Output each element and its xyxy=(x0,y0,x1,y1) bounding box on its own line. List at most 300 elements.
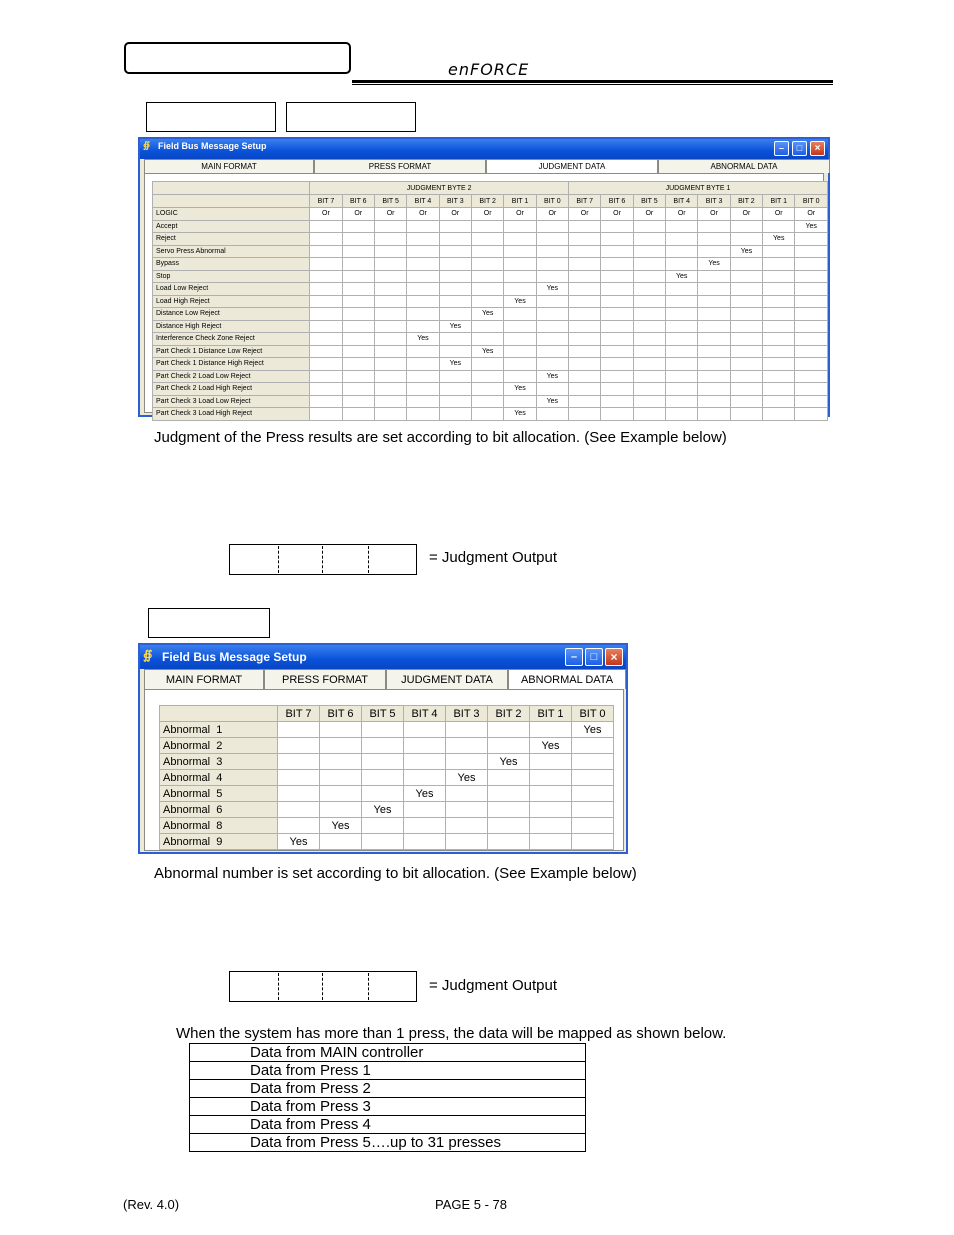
table-cell[interactable] xyxy=(730,320,762,333)
table-cell[interactable] xyxy=(471,383,503,396)
table-cell[interactable] xyxy=(504,370,536,383)
table-cell[interactable] xyxy=(439,270,471,283)
table-cell[interactable]: Or xyxy=(536,208,568,221)
table-cell[interactable] xyxy=(407,308,439,321)
table-cell[interactable] xyxy=(633,308,665,321)
table-cell[interactable] xyxy=(601,408,633,421)
table-cell[interactable] xyxy=(569,333,601,346)
table-cell[interactable] xyxy=(601,258,633,271)
table-cell[interactable] xyxy=(795,233,828,246)
table-cell[interactable] xyxy=(601,283,633,296)
table-cell[interactable] xyxy=(730,233,762,246)
table-cell[interactable] xyxy=(572,786,614,802)
table-cell[interactable] xyxy=(488,818,530,834)
table-cell[interactable] xyxy=(404,802,446,818)
table-cell[interactable] xyxy=(569,408,601,421)
table-cell[interactable] xyxy=(569,295,601,308)
table-cell[interactable] xyxy=(439,408,471,421)
table-cell[interactable] xyxy=(504,333,536,346)
table-cell[interactable] xyxy=(374,408,406,421)
table-cell[interactable] xyxy=(342,358,374,371)
table-cell[interactable] xyxy=(601,383,633,396)
table-cell[interactable]: Yes xyxy=(536,283,568,296)
table-cell[interactable] xyxy=(763,320,795,333)
table-cell[interactable] xyxy=(310,370,342,383)
table-cell[interactable] xyxy=(407,283,439,296)
tab-judgment-data[interactable]: JUDGMENT DATA xyxy=(386,669,508,689)
table-cell[interactable] xyxy=(404,738,446,754)
table-cell[interactable]: Or xyxy=(310,208,342,221)
tab-abnormal-data[interactable]: ABNORMAL DATA xyxy=(508,669,626,689)
table-cell[interactable] xyxy=(439,258,471,271)
table-cell[interactable] xyxy=(763,395,795,408)
table-cell[interactable] xyxy=(698,308,730,321)
table-cell[interactable] xyxy=(374,283,406,296)
table-cell[interactable] xyxy=(320,754,362,770)
table-cell[interactable] xyxy=(374,395,406,408)
table-cell[interactable] xyxy=(633,283,665,296)
table-cell[interactable] xyxy=(730,333,762,346)
table-cell[interactable] xyxy=(730,258,762,271)
table-cell[interactable] xyxy=(763,258,795,271)
table-cell[interactable] xyxy=(536,308,568,321)
table-cell[interactable] xyxy=(439,295,471,308)
table-cell[interactable] xyxy=(569,370,601,383)
table-cell[interactable]: Yes xyxy=(504,408,536,421)
table-cell[interactable] xyxy=(471,233,503,246)
table-cell[interactable] xyxy=(362,786,404,802)
table-cell[interactable] xyxy=(633,220,665,233)
table-cell[interactable] xyxy=(471,408,503,421)
table-cell[interactable] xyxy=(530,834,572,850)
table-cell[interactable] xyxy=(572,818,614,834)
table-cell[interactable] xyxy=(310,283,342,296)
table-cell[interactable] xyxy=(471,220,503,233)
table-cell[interactable] xyxy=(666,283,698,296)
table-cell[interactable] xyxy=(504,320,536,333)
table-cell[interactable] xyxy=(342,220,374,233)
table-cell[interactable] xyxy=(730,270,762,283)
table-cell[interactable] xyxy=(730,395,762,408)
table-cell[interactable] xyxy=(569,233,601,246)
table-cell[interactable] xyxy=(310,295,342,308)
table-cell[interactable] xyxy=(633,270,665,283)
table-cell[interactable] xyxy=(320,786,362,802)
table-cell[interactable] xyxy=(536,233,568,246)
table-cell[interactable] xyxy=(374,308,406,321)
table-cell[interactable] xyxy=(446,818,488,834)
table-cell[interactable]: Or xyxy=(342,208,374,221)
table-cell[interactable] xyxy=(439,245,471,258)
table-cell[interactable] xyxy=(795,295,828,308)
minimize-button[interactable]: – xyxy=(774,141,789,156)
table-cell[interactable] xyxy=(407,345,439,358)
table-cell[interactable] xyxy=(504,233,536,246)
table-cell[interactable] xyxy=(439,308,471,321)
table-cell[interactable] xyxy=(633,383,665,396)
table-cell[interactable]: Or xyxy=(374,208,406,221)
table-cell[interactable] xyxy=(666,245,698,258)
table-cell[interactable] xyxy=(698,320,730,333)
table-cell[interactable] xyxy=(439,370,471,383)
table-cell[interactable] xyxy=(572,770,614,786)
table-cell[interactable] xyxy=(763,383,795,396)
table-cell[interactable] xyxy=(310,395,342,408)
table-cell[interactable] xyxy=(404,818,446,834)
table-cell[interactable] xyxy=(374,220,406,233)
table-cell[interactable] xyxy=(572,754,614,770)
table-cell[interactable] xyxy=(471,395,503,408)
table-cell[interactable] xyxy=(471,295,503,308)
table-cell[interactable]: Or xyxy=(795,208,828,221)
table-cell[interactable]: Or xyxy=(633,208,665,221)
table-cell[interactable] xyxy=(446,738,488,754)
table-cell[interactable] xyxy=(310,383,342,396)
table-cell[interactable] xyxy=(320,738,362,754)
table-cell[interactable] xyxy=(569,245,601,258)
table-cell[interactable] xyxy=(310,270,342,283)
table-cell[interactable] xyxy=(504,308,536,321)
table-cell[interactable] xyxy=(407,270,439,283)
close-button[interactable]: × xyxy=(810,141,825,156)
table-cell[interactable] xyxy=(488,738,530,754)
table-cell[interactable] xyxy=(342,283,374,296)
table-cell[interactable] xyxy=(407,370,439,383)
table-cell[interactable] xyxy=(536,320,568,333)
table-cell[interactable] xyxy=(633,295,665,308)
table-cell[interactable] xyxy=(666,383,698,396)
table-cell[interactable] xyxy=(342,370,374,383)
table-cell[interactable] xyxy=(530,770,572,786)
table-cell[interactable] xyxy=(666,295,698,308)
table-cell[interactable] xyxy=(601,358,633,371)
table-cell[interactable]: Or xyxy=(730,208,762,221)
table-cell[interactable]: Yes xyxy=(730,245,762,258)
table-cell[interactable]: Or xyxy=(763,208,795,221)
table-cell[interactable] xyxy=(795,270,828,283)
table-cell[interactable] xyxy=(471,333,503,346)
table-cell[interactable] xyxy=(320,722,362,738)
table-cell[interactable]: Or xyxy=(439,208,471,221)
tab-abnormal-data[interactable]: ABNORMAL DATA xyxy=(658,159,830,173)
table-cell[interactable]: Yes xyxy=(446,770,488,786)
table-cell[interactable]: Or xyxy=(666,208,698,221)
table-cell[interactable] xyxy=(310,345,342,358)
table-cell[interactable] xyxy=(374,383,406,396)
table-cell[interactable] xyxy=(795,320,828,333)
table-cell[interactable] xyxy=(795,283,828,296)
table-cell[interactable] xyxy=(446,834,488,850)
table-cell[interactable] xyxy=(310,320,342,333)
table-cell[interactable] xyxy=(698,383,730,396)
table-cell[interactable] xyxy=(278,802,320,818)
table-cell[interactable] xyxy=(795,395,828,408)
table-cell[interactable]: Or xyxy=(471,208,503,221)
table-cell[interactable]: Yes xyxy=(530,738,572,754)
table-cell[interactable] xyxy=(342,345,374,358)
table-cell[interactable] xyxy=(374,333,406,346)
table-cell[interactable] xyxy=(666,308,698,321)
table-cell[interactable]: Or xyxy=(698,208,730,221)
table-cell[interactable] xyxy=(536,333,568,346)
table-cell[interactable] xyxy=(601,245,633,258)
table-cell[interactable] xyxy=(504,358,536,371)
table-cell[interactable] xyxy=(730,295,762,308)
table-cell[interactable]: Yes xyxy=(572,722,614,738)
table-cell[interactable] xyxy=(572,834,614,850)
table-cell[interactable] xyxy=(763,345,795,358)
table-cell[interactable] xyxy=(698,345,730,358)
table-cell[interactable] xyxy=(536,408,568,421)
table-cell[interactable] xyxy=(666,395,698,408)
table-cell[interactable] xyxy=(698,408,730,421)
table-cell[interactable] xyxy=(569,220,601,233)
table-cell[interactable] xyxy=(278,770,320,786)
table-cell[interactable] xyxy=(698,370,730,383)
table-cell[interactable] xyxy=(666,370,698,383)
table-cell[interactable] xyxy=(471,370,503,383)
table-cell[interactable] xyxy=(439,333,471,346)
table-cell[interactable] xyxy=(763,308,795,321)
table-cell[interactable] xyxy=(278,738,320,754)
table-cell[interactable] xyxy=(601,333,633,346)
table-cell[interactable] xyxy=(310,333,342,346)
table-cell[interactable]: Yes xyxy=(763,233,795,246)
table-cell[interactable] xyxy=(763,283,795,296)
table-cell[interactable]: Yes xyxy=(504,383,536,396)
table-cell[interactable] xyxy=(310,358,342,371)
table-cell[interactable] xyxy=(536,345,568,358)
table-cell[interactable] xyxy=(407,408,439,421)
table-cell[interactable] xyxy=(633,333,665,346)
table-cell[interactable] xyxy=(633,408,665,421)
table-cell[interactable] xyxy=(763,245,795,258)
table-cell[interactable] xyxy=(795,333,828,346)
table-cell[interactable] xyxy=(601,233,633,246)
table-cell[interactable] xyxy=(698,395,730,408)
table-cell[interactable] xyxy=(530,818,572,834)
table-cell[interactable] xyxy=(569,258,601,271)
table-cell[interactable] xyxy=(601,270,633,283)
table-cell[interactable] xyxy=(320,802,362,818)
table-cell[interactable] xyxy=(572,738,614,754)
table-cell[interactable] xyxy=(569,383,601,396)
table-cell[interactable] xyxy=(374,295,406,308)
tab-main-format[interactable]: MAIN FORMAT xyxy=(144,159,314,173)
table-cell[interactable]: Yes xyxy=(278,834,320,850)
table-cell[interactable] xyxy=(504,258,536,271)
table-cell[interactable] xyxy=(569,283,601,296)
table-cell[interactable] xyxy=(763,333,795,346)
table-cell[interactable] xyxy=(569,270,601,283)
table-cell[interactable] xyxy=(536,258,568,271)
table-cell[interactable] xyxy=(730,308,762,321)
table-cell[interactable] xyxy=(698,333,730,346)
table-cell[interactable] xyxy=(342,408,374,421)
table-cell[interactable] xyxy=(310,233,342,246)
table-cell[interactable] xyxy=(488,802,530,818)
table-cell[interactable] xyxy=(569,358,601,371)
table-cell[interactable]: Or xyxy=(407,208,439,221)
table-cell[interactable] xyxy=(374,358,406,371)
tab-judgment-data[interactable]: JUDGMENT DATA xyxy=(486,159,658,173)
table-cell[interactable] xyxy=(530,754,572,770)
table-cell[interactable] xyxy=(362,770,404,786)
table-cell[interactable] xyxy=(536,358,568,371)
table-cell[interactable] xyxy=(374,258,406,271)
table-cell[interactable] xyxy=(666,258,698,271)
table-cell[interactable]: Yes xyxy=(536,370,568,383)
table-cell[interactable] xyxy=(374,370,406,383)
table-cell[interactable] xyxy=(342,383,374,396)
table-cell[interactable] xyxy=(763,358,795,371)
maximize-button[interactable]: □ xyxy=(585,648,603,666)
table-cell[interactable] xyxy=(439,283,471,296)
table-cell[interactable] xyxy=(666,333,698,346)
table-cell[interactable] xyxy=(407,383,439,396)
table-cell[interactable] xyxy=(698,358,730,371)
table-cell[interactable] xyxy=(488,834,530,850)
table-cell[interactable] xyxy=(310,308,342,321)
table-cell[interactable] xyxy=(407,295,439,308)
table-cell[interactable] xyxy=(471,258,503,271)
table-cell[interactable] xyxy=(439,345,471,358)
close-button[interactable]: × xyxy=(605,648,623,666)
table-cell[interactable] xyxy=(374,320,406,333)
table-cell[interactable] xyxy=(795,245,828,258)
table-cell[interactable] xyxy=(488,722,530,738)
table-cell[interactable] xyxy=(362,834,404,850)
table-cell[interactable] xyxy=(666,233,698,246)
table-cell[interactable] xyxy=(763,295,795,308)
table-cell[interactable] xyxy=(504,395,536,408)
table-cell[interactable]: Yes xyxy=(795,220,828,233)
table-cell[interactable] xyxy=(278,754,320,770)
table-cell[interactable] xyxy=(446,802,488,818)
table-cell[interactable] xyxy=(601,370,633,383)
maximize-button[interactable]: □ xyxy=(792,141,807,156)
table-cell[interactable] xyxy=(362,754,404,770)
table-cell[interactable] xyxy=(666,345,698,358)
table-cell[interactable] xyxy=(601,395,633,408)
table-cell[interactable] xyxy=(569,308,601,321)
table-cell[interactable] xyxy=(730,408,762,421)
table-cell[interactable]: Or xyxy=(504,208,536,221)
table-cell[interactable] xyxy=(374,233,406,246)
table-cell[interactable] xyxy=(471,270,503,283)
table-cell[interactable] xyxy=(407,258,439,271)
table-cell[interactable] xyxy=(342,258,374,271)
table-cell[interactable] xyxy=(278,722,320,738)
table-cell[interactable] xyxy=(504,220,536,233)
table-cell[interactable] xyxy=(407,320,439,333)
table-cell[interactable] xyxy=(601,320,633,333)
table-cell[interactable] xyxy=(407,245,439,258)
table-cell[interactable] xyxy=(633,233,665,246)
table-cell[interactable] xyxy=(310,245,342,258)
table-cell[interactable] xyxy=(439,395,471,408)
table-cell[interactable] xyxy=(763,220,795,233)
table-cell[interactable] xyxy=(536,295,568,308)
table-cell[interactable] xyxy=(446,722,488,738)
table-cell[interactable] xyxy=(763,270,795,283)
table-cell[interactable] xyxy=(342,308,374,321)
table-cell[interactable] xyxy=(504,345,536,358)
table-cell[interactable] xyxy=(342,320,374,333)
table-cell[interactable] xyxy=(601,308,633,321)
table-cell[interactable] xyxy=(320,770,362,786)
table-cell[interactable] xyxy=(504,270,536,283)
table-cell[interactable] xyxy=(795,383,828,396)
table-cell[interactable] xyxy=(530,722,572,738)
tab-main-format[interactable]: MAIN FORMAT xyxy=(144,669,264,689)
table-cell[interactable] xyxy=(362,722,404,738)
table-cell[interactable] xyxy=(601,345,633,358)
table-cell[interactable] xyxy=(439,383,471,396)
tab-press-format[interactable]: PRESS FORMAT xyxy=(264,669,386,689)
table-cell[interactable] xyxy=(439,233,471,246)
table-cell[interactable] xyxy=(404,770,446,786)
table-cell[interactable] xyxy=(471,245,503,258)
table-cell[interactable]: Yes xyxy=(407,333,439,346)
table-cell[interactable] xyxy=(530,802,572,818)
table-cell[interactable] xyxy=(795,408,828,421)
table-cell[interactable] xyxy=(407,395,439,408)
table-cell[interactable]: Yes xyxy=(536,395,568,408)
table-cell[interactable] xyxy=(698,220,730,233)
table-cell[interactable] xyxy=(320,834,362,850)
table-cell[interactable] xyxy=(795,370,828,383)
table-cell[interactable] xyxy=(404,722,446,738)
table-cell[interactable] xyxy=(698,270,730,283)
table-cell[interactable] xyxy=(342,233,374,246)
table-cell[interactable] xyxy=(310,408,342,421)
table-cell[interactable] xyxy=(795,258,828,271)
table-cell[interactable] xyxy=(362,738,404,754)
table-cell[interactable] xyxy=(404,754,446,770)
table-cell[interactable] xyxy=(342,295,374,308)
table-cell[interactable] xyxy=(504,283,536,296)
table-cell[interactable] xyxy=(530,786,572,802)
table-cell[interactable]: Yes xyxy=(666,270,698,283)
table-cell[interactable]: Yes xyxy=(320,818,362,834)
table-cell[interactable] xyxy=(763,370,795,383)
table-cell[interactable] xyxy=(374,345,406,358)
table-cell[interactable]: Yes xyxy=(471,345,503,358)
table-cell[interactable] xyxy=(407,233,439,246)
table-cell[interactable] xyxy=(310,258,342,271)
table-cell[interactable]: Yes xyxy=(698,258,730,271)
table-cell[interactable]: Yes xyxy=(471,308,503,321)
table-cell[interactable] xyxy=(601,295,633,308)
table-cell[interactable] xyxy=(763,408,795,421)
table-cell[interactable] xyxy=(572,802,614,818)
table-cell[interactable] xyxy=(310,220,342,233)
table-cell[interactable] xyxy=(666,408,698,421)
table-cell[interactable] xyxy=(698,233,730,246)
table-cell[interactable] xyxy=(601,220,633,233)
table-cell[interactable] xyxy=(633,395,665,408)
table-cell[interactable]: Yes xyxy=(488,754,530,770)
table-cell[interactable] xyxy=(407,220,439,233)
table-cell[interactable] xyxy=(730,370,762,383)
table-cell[interactable] xyxy=(569,395,601,408)
table-cell[interactable] xyxy=(666,220,698,233)
table-cell[interactable] xyxy=(536,245,568,258)
table-cell[interactable] xyxy=(730,358,762,371)
table-cell[interactable] xyxy=(439,220,471,233)
table-cell[interactable] xyxy=(795,358,828,371)
